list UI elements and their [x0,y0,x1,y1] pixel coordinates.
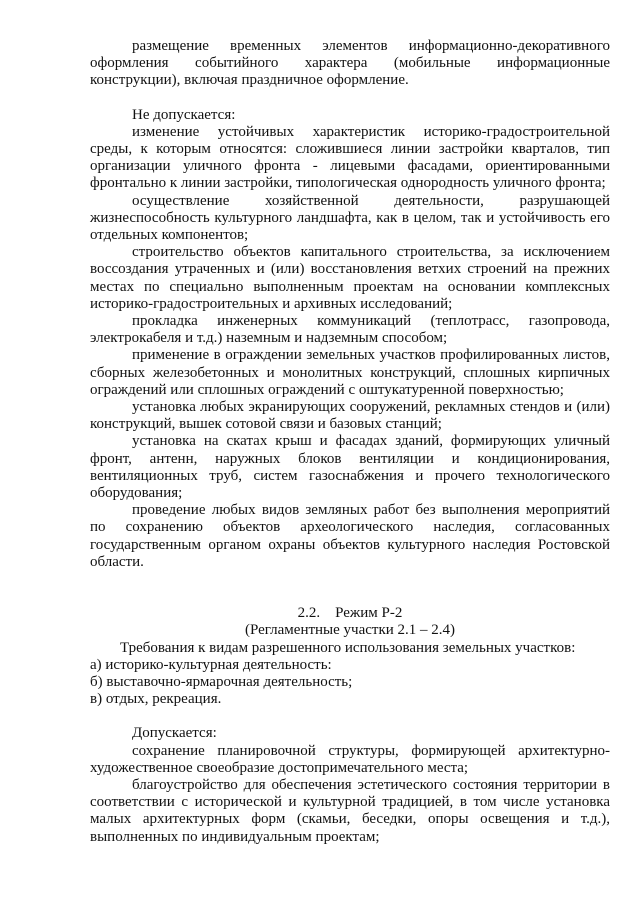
list-item: а) историко-культурная деятельность: [90,656,332,673]
not-allowed-item: проведение любых видов земляных работ без выполнения мероприятий по сохранению объектов археологического наследия, согласованных государственным органом охраны объектов культурного наследия Ростовской области. [90,502,610,570]
not-allowed-item: осуществление хозяйственной деятельности, разрушающей жизнеспособность культурного ландшафта, как в целом, так и устойчивость его отдельных компонентов; [90,192,610,244]
not-allowed-item: установка любых экранирующих сооружений, рекламных стендов и (или) конструкций, вышек сотовой связи и базовых станций; [90,399,610,433]
permitted-uses-list [90,657,610,709]
section-subtitle: (Регламентные участки 2.1 – 2.4) [244,622,456,639]
not-allowed-item: строительство объектов капитального строительства, за исключением воссоздания утраченных и (или) восстановления ветхих строений на прежних местах по специально выполненным проектам на основании комплексных историко-градостроительных и архивных исследований; [90,244,610,312]
not-allowed-item: применение в ограждении земельных участков профилированных листов, сборных железобетонных и монолитных конструкций, сплошных кирпичных ограждений или сплошных ограждений с оштукатуренной поверхностью; [90,347,610,398]
not-allowed-item: установка на скатах крыш и фасадах зданий, формирующих уличный фронт, антенн, наружных блоков вентиляции и кондиционирования, вентиляционных труб, систем газоснабжения и прочего технологического оборудования; [90,433,610,502]
allowed-heading: Допускается: [132,725,217,742]
not-allowed-item: прокладка инженерных коммуникаций (теплотрасс, газопровода, электрокабеля и т.д.) наземным и надземным способом; [90,313,610,347]
section-heading [90,605,610,622]
section-number: 2.2. [297,605,321,622]
list-item: б) выставочно-ярмарочная деятельность; [90,673,353,690]
requirements-intro: Требования к видам разрешенного использования земельных участков: [120,639,576,656]
paragraph-decorative-elements: размещение временных элементов информационно-декоративного оформления событийного характера (мобильные информационные конструкции), включая праздничное оформление. [90,38,610,89]
allowed-item: благоустройство для обеспечения эстетического состояния территории в соответствии с исторической и культурной традицией, в том числе установка малых архитектурных форм (скамьи, беседки, опоры освещения и т.д.), выполненных по индивидуальным проектам; [90,776,610,845]
not-allowed-heading: Не допускается: [132,106,236,123]
not-allowed-item: изменение устойчивых характеристик историко-градостроительной среды, к которым относятся: сложившиеся линии застройки кварталов, тип организации уличного фронта - лицевыми фасадами, ориентированными фронтально к линии застройки, типологическая однородность уличного фронта; [90,123,610,192]
document-body [90,38,610,846]
list-item: в) отдых, рекреация. [90,691,222,708]
allowed-item: сохранение планировочной структуры, формирующей архитектурно-художественное своеобразие достопримечательного места; [90,742,610,776]
section-title: Режим Р-2 [335,605,403,622]
